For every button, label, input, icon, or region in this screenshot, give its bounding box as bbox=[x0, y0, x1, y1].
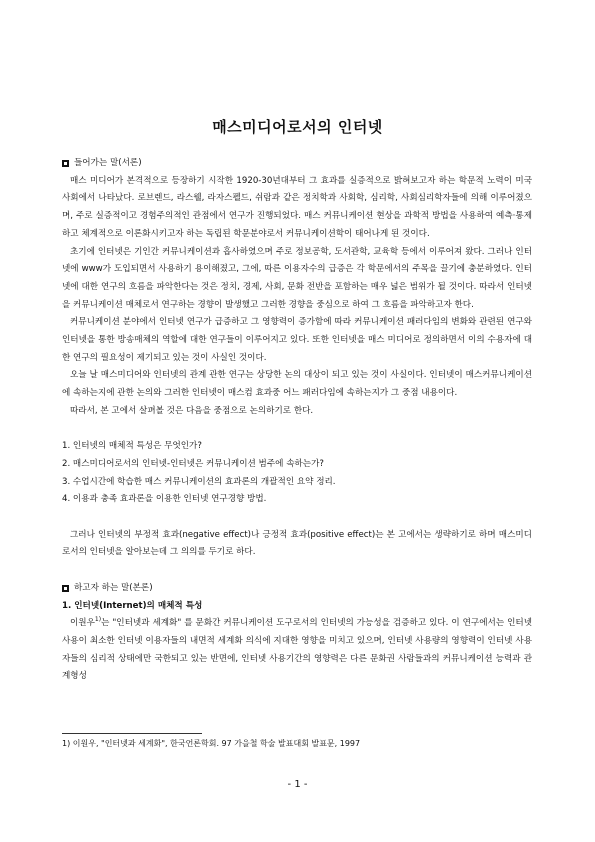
intro-heading bbox=[62, 155, 532, 173]
body-paragraph-text: 는 "인터넷과 세계화" 를 문화간 커뮤니케이션 도구로서의 인터넷의 가능성을 검증하고 있다. 이 연구에서는 인터넷 사용이 최소한 인터넷 이용자들의 내면적 세계화 의식에 지대한 영향을 미치고 있으며, 인터넷 사용량의 영향력이 인터넷 사용자들의 심리적 상태에만 국한되고 있는 반면에, 인터넷 사용기간의 영향력은 다른 문화권 사람들과의 커뮤니케이션 능력과 관계형성 bbox=[62, 618, 532, 682]
question-item: 2. 매스미디어로서의 인터넷-인터넷은 커뮤니케이션 범주에 속하는가? bbox=[62, 458, 324, 469]
question-item: 1. 인터넷의 매체적 특성은 무엇인가? bbox=[62, 441, 202, 452]
intro-paragraph-5: 따라서, 본 고에서 살펴볼 것은 다음을 중점으로 논의하기로 한다. bbox=[70, 405, 314, 416]
intro-closing-paragraph: 그러나 인터넷의 부정적 효과(negative effect)나 긍정적 효과(positive effect)는 본 고에서는 생략하기로 하며 매스미디로서의 인터넷을 알아보는데 그 의의를 두기로 하다. bbox=[62, 529, 532, 558]
author-name: 이원우 bbox=[70, 618, 95, 629]
intro-paragraph-3: 커뮤니케이션 분야에서 인터넷 연구가 급증하고 그 영향력이 증가함에 따라 커뮤니케이션 패러다임의 변화와 관련된 연구와 인터넷을 통한 방송매체의 역할에 대한 연구들이 이루어지고 있다. 또한 인터넷을 매스 미디어로 정의하면서 이의 수용자에 대한 연구의 필요성이 제기되고 있는 것이 사실인 것이다. bbox=[62, 317, 532, 363]
body-heading bbox=[62, 580, 532, 598]
intro-paragraph-1: 매스 미디어가 본격적으로 등장하기 시작한 1920-30년대부터 그 효과를 실증적으로 밝혀보고자 하는 학문적 노력이 미국 사회에서 나타났다. 로브렌드, 라스웰, 라자스펠드, 쉬람과 같은 정치학과 사회학, 심리학, 사회심리학자들에 의해 이루어졌으며, 주로 실증적이고 경험주의적인 관점에서 연구가 진행되었다. 매스 커뮤니케이션 현상을 과학적 방법을 사용하여 예측·통제하고 체계적으로 이론화시키고자 하는 독립된 학문분야로서 커뮤니케이션학이 태어나게 된 것이다. bbox=[62, 175, 532, 239]
section-subheading: 1. 인터넷(Internet)의 매체적 특성 bbox=[62, 600, 203, 611]
intro-paragraph-2: 초기에 인터넷은 기인간 커뮤니케이션과 흡사하였으며 주로 정보공학, 도서관학, 교육학 등에서 이루어져 왔다. 그러나 인터넷에 www가 도입되면서 사용하기 용이해졌고, 그에, 따른 이용자수의 급증은 각 학문에서의 주목을 끌기에 충분하였다. 인터넷에 대한 연구의 흐름을 파악한다는 것은 정치, 경제, 사회, 문화 전반을 포함하는 매우 넓은 범위가 될 것이다. 따라서 인터넷을 커뮤니케이션 매체로서 연구하는 경향이 발생했고 그러한 경향을 중심으로 하여 그 흐름을 파악하고자 한다. bbox=[62, 246, 532, 310]
footnote-divider bbox=[62, 733, 202, 734]
body-heading-label: 하고자 하는 말(본론) bbox=[74, 582, 153, 593]
intro-heading-label: 들어가는 말(서론) bbox=[74, 158, 142, 168]
page-number: - 1 - bbox=[287, 779, 308, 790]
body-paragraph bbox=[62, 615, 532, 686]
spacer bbox=[62, 509, 532, 527]
square-bullet-icon bbox=[62, 160, 69, 167]
intro-paragraph-4: 오늘 날 매스미디어와 인터넷의 관계 관한 연구는 상당한 논의 대상이 되고 있는 것이 사실이다. 인터넷이 매스커뮤니케이션에 속하는지에 관한 논의와 그러한 인터넷이 매스컴 효과중 어느 패러다임에 속하는지가 그 중점 내용이다. bbox=[62, 370, 532, 399]
square-bullet-icon bbox=[62, 585, 69, 592]
document-title: 매스미디어로서의 인터넷 bbox=[212, 118, 383, 136]
footnote-reference: 1) bbox=[94, 616, 102, 624]
question-list bbox=[62, 438, 532, 509]
question-item: 3. 수업시간에 학습한 매스 커뮤니케이션의 효과론의 개괄적인 요약 정리. bbox=[62, 476, 336, 487]
footnote: 1) 이원우, "인터넷과 세계화", 한국언론학회. 97 가을철 학술 발표대회 발표문, 1997 bbox=[62, 739, 361, 748]
question-item: 4. 이용과 충족 효과론을 이용한 인터넷 연구경향 방법. bbox=[62, 494, 267, 505]
spacer bbox=[62, 562, 532, 580]
spacer bbox=[62, 421, 532, 439]
document-content bbox=[62, 155, 532, 686]
